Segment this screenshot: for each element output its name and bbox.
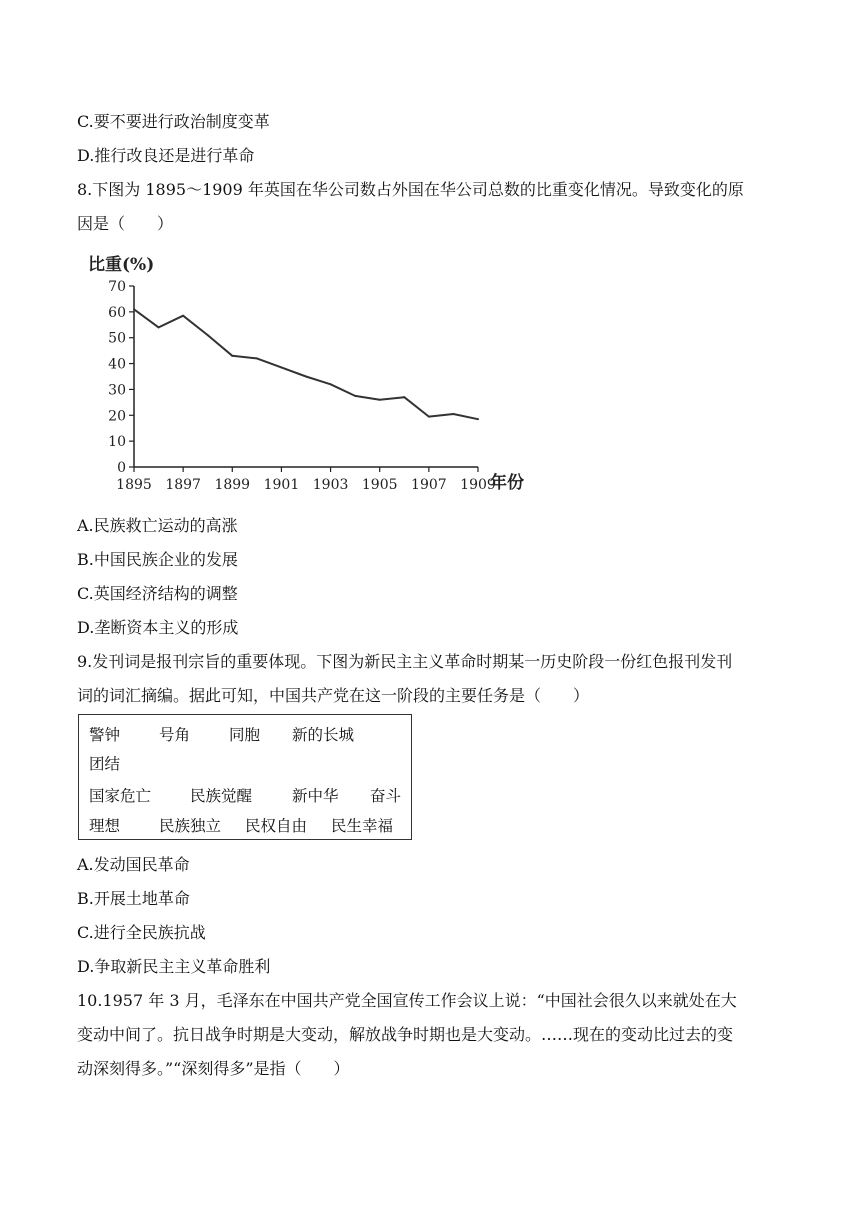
data-point: [330, 383, 332, 385]
q7-option-c: C.要不要进行政治制度变革: [77, 112, 270, 131]
y-tick-label: 10: [108, 434, 126, 451]
data-point: [280, 366, 282, 368]
chart-x-axis-label: 年份: [490, 473, 524, 493]
data-point: [428, 416, 430, 418]
data-point: [158, 326, 160, 328]
q8-option-d: D.垄断资本主义的形成: [77, 618, 239, 637]
vocab-word: 新中华: [292, 787, 339, 805]
y-tick-label: 50: [108, 330, 126, 347]
y-tick-label: 60: [108, 304, 126, 321]
vocab-word: 民族独立: [159, 817, 222, 835]
company-share-line-chart: [80, 246, 550, 498]
data-point: [231, 355, 233, 357]
data-point: [354, 395, 356, 397]
vocab-word: 民族觉醒: [190, 787, 253, 805]
vocab-word: 民权自由: [245, 817, 308, 835]
x-tick-label: 1909: [460, 477, 496, 493]
y-tick-label: 70: [108, 279, 126, 295]
data-point: [133, 308, 135, 310]
series-line: [134, 309, 478, 419]
y-tick-label: 0: [117, 460, 126, 476]
q9-option-c: C.进行全民族抗战: [77, 923, 206, 942]
data-point: [477, 418, 479, 420]
y-tick-label: 40: [108, 356, 126, 373]
data-point: [256, 357, 258, 359]
q8-option-b: B.中国民族企业的发展: [77, 550, 238, 569]
q9-stem-line-1: 9.发刊词是报刊宗旨的重要体现。下图为新民主主义革命时期某一历史阶段一份红色报刊发刊: [77, 652, 733, 671]
data-point: [207, 334, 209, 336]
q9-option-d: D.争取新民主主义革命胜利: [77, 957, 271, 976]
data-point: [182, 315, 184, 317]
x-tick-label: 1895: [116, 477, 152, 493]
q9-stem-line-2: 词的词汇摘编。据此可知，中国共产党在这一阶段的主要任务是（ ）: [77, 686, 590, 705]
q9-option-a: A.发动国民革命: [77, 855, 190, 874]
data-point: [379, 399, 381, 401]
x-tick-label: 1905: [361, 477, 398, 493]
x-tick-label: 1907: [411, 477, 447, 493]
vocab-word: 团结: [89, 755, 121, 773]
vocab-word: 警钟: [89, 726, 121, 744]
x-tick-label: 1897: [165, 477, 201, 493]
vocab-word: 同胞: [229, 726, 261, 744]
q7-option-d: D.推行改良还是进行革命: [77, 146, 255, 165]
chart-y-axis-label: 比重(%): [88, 255, 155, 275]
q8-stem-line-2: 因是（ ）: [77, 214, 174, 233]
vocab-word: 奋斗: [370, 787, 402, 805]
x-tick-label: 1901: [263, 477, 300, 493]
q10-stem-line-3: 动深刻得多。”“深刻得多”是指（ ）: [77, 1059, 350, 1078]
q9-vocabulary-box: [78, 714, 412, 840]
vocab-word: 号角: [159, 726, 191, 744]
vocab-word: 理想: [89, 817, 121, 835]
data-point: [305, 376, 307, 378]
vocab-word: 民生幸福: [331, 817, 394, 835]
y-tick-label: 30: [108, 382, 126, 399]
vocab-word: 新的长城: [292, 726, 355, 744]
q8-option-c: C.英国经济结构的调整: [77, 584, 238, 603]
x-tick-label: 1903: [312, 477, 349, 493]
q10-stem-line-2: 变动中间了。抗日战争时期是大变动，解放战争时期也是大变动。……现在的变动比过去的变: [77, 1025, 734, 1044]
q10-stem-line-1: 10.1957 年 3 月，毛泽东在中国共产党全国宣传工作会议上说：“中国社会很久以来就处在大: [77, 991, 737, 1010]
q9-option-b: B.开展土地革命: [77, 889, 190, 908]
vocab-word: 国家危亡: [89, 787, 152, 805]
data-point: [452, 413, 454, 415]
q8-stem-line-1: 8.下图为 1895～1909 年英国在华公司数占外国在华公司总数的比重变化情况。导致变化的原: [77, 180, 744, 199]
x-tick-label: 1899: [214, 477, 251, 493]
q8-option-a: A.民族救亡运动的高涨: [77, 516, 238, 535]
y-tick-label: 20: [108, 408, 126, 425]
data-point: [403, 396, 405, 398]
